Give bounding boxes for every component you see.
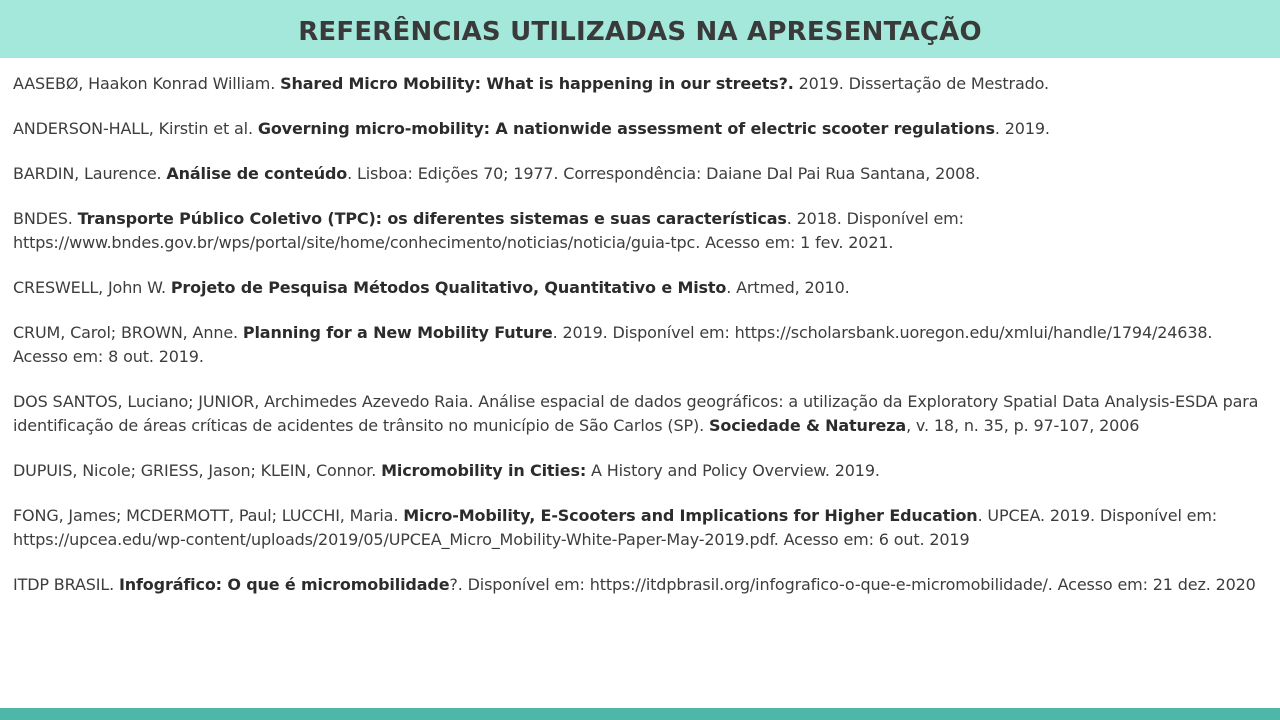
reference-item [13, 162, 1263, 186]
reference-details: . UPCEA. 2019. Disponível em: https://upcea.edu/wp-content/uploads/2019/05/UPCEA_Micro_Mobility-White-Paper-May-2019.pdf. Acesso em: 6 out. 2019 [13, 506, 1218, 549]
reference-details: . 2019. Disponível em: https://scholarsbank.uoregon.edu/xmlui/handle/1794/24638. Acesso em: 8 out. 2019. [13, 323, 1213, 366]
reference-title: Micromobility in Cities: [381, 461, 587, 480]
reference-authors: AASEBØ, Haakon Konrad William. [13, 74, 281, 93]
reference-authors: DUPUIS, Nicole; GRIESS, Jason; KLEIN, Connor. [13, 461, 382, 480]
reference-title: Infográfico: O que é micromobilidade [118, 575, 450, 594]
reference-item [13, 207, 1263, 255]
reference-details: , v. 18, n. 35, p. 97-107, 2006 [906, 416, 1140, 435]
reference-details: ?. Disponível em: https://itdpbrasil.org/infografico-o-que-e-micromobilidade/. Acesso em: 21 dez. 2020 [449, 575, 1256, 594]
reference-details: A History and Policy Overview. 2019. [586, 461, 880, 480]
reference-authors: CRUM, Carol; BROWN, Anne. [13, 323, 243, 342]
reference-authors: DOS SANTOS, Luciano; JUNIOR, Archimedes Azevedo Raia. Análise espacial de dados geográficos: a utilização da Exploratory Spatial Data Analysis-ESDA para identificação de áreas críticas de acidentes de trânsito no município de São Carlos (SP). [13, 392, 1259, 435]
reference-details: . Lisboa: Edições 70; 1977. Correspondência: Daiane Dal Pai Rua Santana, 2008. [347, 164, 981, 183]
reference-authors: FONG, James; MCDERMOTT, Paul; LUCCHI, Maria. [13, 506, 404, 525]
reference-details: . 2018. Disponível em: https://www.bndes.gov.br/wps/portal/site/home/conhecimento/noticias/noticia/guia-tpc. Acesso em: 1 fev. 2021. [13, 209, 964, 252]
reference-title: Governing micro-mobility: A nationwide assessment of electric scooter regulations [257, 119, 995, 138]
reference-details: 2019. Dissertação de Mestrado. [793, 74, 1049, 93]
reference-item [13, 504, 1263, 552]
reference-details: . 2019. [994, 119, 1050, 138]
reference-item [13, 276, 1263, 300]
reference-authors: BNDES. [13, 209, 78, 228]
page-title: REFERÊNCIAS UTILIZADAS NA APRESENTAÇÃO [298, 17, 982, 47]
title-bar [0, 0, 1280, 58]
reference-title: Análise de conteúdo [166, 164, 348, 183]
reference-title: Shared Micro Mobility: What is happening in our streets?. [280, 74, 794, 93]
reference-details: . Artmed, 2010. [726, 278, 850, 297]
reference-authors: BARDIN, Laurence. [13, 164, 167, 183]
reference-item [13, 321, 1263, 369]
reference-item [13, 117, 1263, 141]
reference-title: Sociedade & Natureza [708, 416, 907, 435]
reference-item [13, 573, 1263, 597]
reference-item [13, 72, 1263, 96]
reference-title: Planning for a New Mobility Future [242, 323, 553, 342]
reference-title: Micro-Mobility, E-Scooters and Implications for Higher Education [403, 506, 978, 525]
reference-authors: CRESWELL, John W. [13, 278, 171, 297]
reference-list [13, 72, 1263, 618]
bottom-accent-bar [0, 708, 1280, 720]
reference-title: Projeto de Pesquisa Métodos Qualitativo, Quantitativo e Misto [170, 278, 727, 297]
reference-authors: ANDERSON-HALL, Kirstin et al. [13, 119, 258, 138]
reference-title: Transporte Público Coletivo (TPC): os diferentes sistemas e suas características [77, 209, 787, 228]
reference-item [13, 459, 1263, 483]
reference-item [13, 390, 1263, 438]
reference-authors: ITDP BRASIL. [13, 575, 119, 594]
